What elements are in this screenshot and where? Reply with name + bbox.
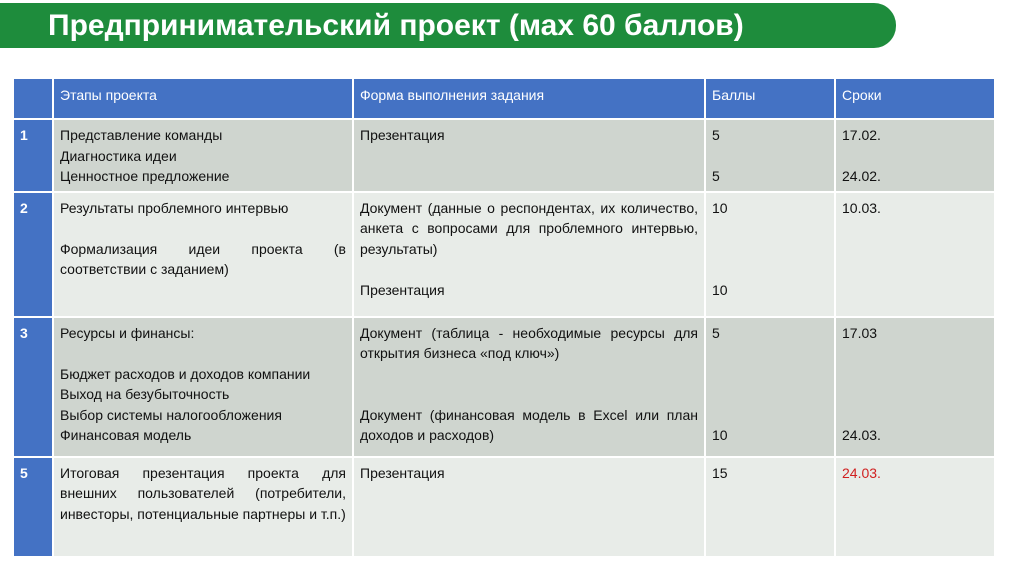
form-text: Документ (финансовая модель в Excel или план доходов и расходов) <box>360 406 698 443</box>
stage-line: Ценностное предложение <box>60 168 230 184</box>
stage-line: Результаты проблемного интервью <box>60 199 289 216</box>
points-value: 10 <box>712 427 728 443</box>
points-cell <box>705 119 835 192</box>
project-stages-table <box>12 77 996 558</box>
points-value: 5 <box>712 324 720 341</box>
form-cell <box>353 119 705 192</box>
header-stages: Этапы проекта <box>53 78 353 119</box>
points-cell <box>705 192 835 317</box>
form-text: Презентация <box>360 127 445 143</box>
form-text: Документ (таблица - необходимые ресурсы для открытия бизнеса «под ключ») <box>360 324 698 361</box>
deadline-cell <box>835 317 995 457</box>
stage-line: Бюджет расходов и доходов компании <box>60 365 311 382</box>
final-deadline-value: 24.03. <box>842 464 881 481</box>
deadline-value: 17.02. <box>842 127 881 143</box>
points-cell <box>705 317 835 457</box>
table-row <box>13 192 995 317</box>
header-corner <box>13 78 53 119</box>
table-row <box>13 317 995 457</box>
row-number: 5 <box>13 457 53 557</box>
stage-line: Ресурсы и финансы: <box>60 324 195 341</box>
header-form: Форма выполнения задания <box>353 78 705 119</box>
table-header-row <box>13 78 995 119</box>
table-row <box>13 119 995 192</box>
form-text: Документ (данные о респондентах, их количество, анкета с вопросами для проблемного интервью, результаты) <box>360 199 698 257</box>
deadline-value: 24.02. <box>842 168 881 184</box>
deadline-value: 24.03. <box>842 427 881 443</box>
stage-cell <box>53 457 353 557</box>
row-number: 2 <box>13 192 53 317</box>
form-cell <box>353 457 705 557</box>
stage-line: Диагностика идеи <box>60 147 177 164</box>
header-points: Баллы <box>705 78 835 119</box>
points-value: 5 <box>712 127 720 143</box>
form-cell <box>353 317 705 457</box>
stage-line: Итоговая презентация проекта для внешних пользователей (потребители, инвесторы, потенциальные партнеры и т.п.) <box>60 464 346 522</box>
stage-line: Финансовая модель <box>60 427 192 443</box>
points-value: 10 <box>712 281 728 298</box>
deadline-value: 10.03. <box>842 199 881 216</box>
points-value: 5 <box>712 168 720 184</box>
form-text: Презентация <box>360 281 445 298</box>
points-cell <box>705 457 835 557</box>
form-cell <box>353 192 705 317</box>
page-title: Предпринимательский проект (мах 60 баллов) <box>48 9 744 42</box>
row-number: 1 <box>13 119 53 192</box>
deadline-cell <box>835 119 995 192</box>
points-value: 15 <box>712 464 728 481</box>
row-number: 3 <box>13 317 53 457</box>
stage-line: Выбор системы налогообложения <box>60 406 282 423</box>
stage-cell <box>53 317 353 457</box>
stage-line: Представление команды <box>60 127 223 143</box>
points-value: 10 <box>712 199 728 216</box>
deadline-value: 17.03 <box>842 324 878 341</box>
title-banner <box>0 3 896 48</box>
table-row <box>13 457 995 557</box>
deadline-cell <box>835 457 995 557</box>
stage-cell <box>53 192 353 317</box>
stage-line: Формализация идеи проекта (в соответствии с заданием) <box>60 240 346 277</box>
form-text: Презентация <box>360 464 445 481</box>
deadline-cell <box>835 192 995 317</box>
stage-cell <box>53 119 353 192</box>
header-deadlines: Сроки <box>835 78 995 119</box>
stage-line: Выход на безубыточность <box>60 386 230 402</box>
